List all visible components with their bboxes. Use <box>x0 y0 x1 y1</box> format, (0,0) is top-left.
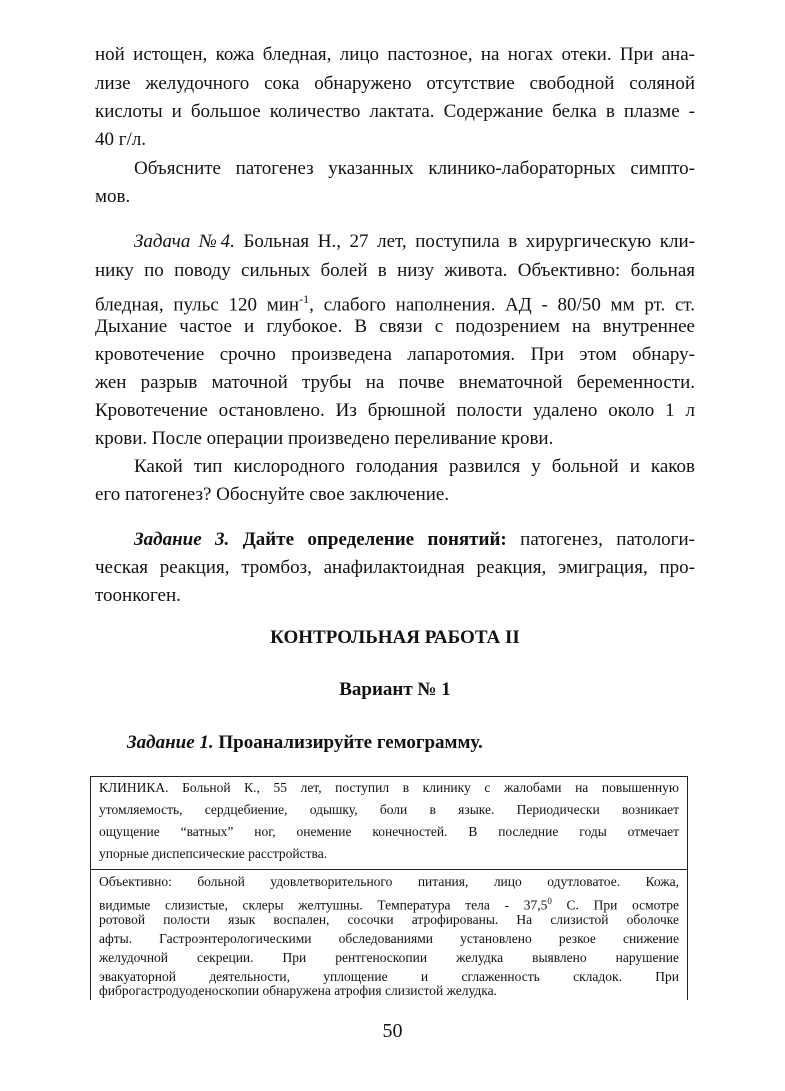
box-line: Объективно: больной удовлетворительного питания, лицо одутловатое. Кожа, <box>99 874 679 889</box>
box-line: желудочной секреции. При рентгеноскопии желудка выявлено нарушение <box>99 950 679 965</box>
box-line: эвакуаторной деятельности, уплощение и сглаженность складок. При <box>99 969 679 984</box>
text-line: кислоты и большое количество лактата. Содержание белка в плазме - <box>95 101 695 122</box>
text-line: ческая реакция, тромбоз, анафилактоидная реакция, эмиграция, про- <box>95 557 695 578</box>
text-line: тоонкоген. <box>95 585 181 606</box>
text-line: его патогенез? Обоснуйте свое заключение. <box>95 484 450 505</box>
box-line: фиброгастродуоденоскопии обнаружена атрофия слизистой желудка. <box>99 983 497 998</box>
text-line: нику по поводу сильных болей в низу живота. Объективно: больная <box>95 260 695 281</box>
pulse-superscript: -1 <box>299 292 310 306</box>
task4-label: Задача №4. <box>134 231 235 252</box>
page-number: 50 <box>382 1020 403 1042</box>
box-divider <box>91 869 687 870</box>
text-line: ной истощен, кожа бледная, лицо пастозное, на ногах отеки. При ана- <box>95 44 695 65</box>
temp-superscript: 0 <box>547 896 552 906</box>
task1-bold: Проанализируйте гемограмму. <box>213 732 483 753</box>
temp-text: видимые слизистые, склеры желтушны. Температура тела - 37,5 <box>99 897 548 913</box>
task3-bold: Дайте определение понятий: <box>229 529 507 550</box>
temp-rest: С. При осмотре <box>551 897 680 913</box>
section-title: КОНТРОЛЬНАЯ РАБОТА II <box>270 627 520 648</box>
box-line: утомляемость, сердцебиение, одышку, боли в языке. Периодически возникает <box>99 802 679 817</box>
text-line: Дыхание частое и глубокое. В связи с подозрением на внутреннее <box>95 316 695 337</box>
box-line: упорные диспепсические расстройства. <box>99 846 328 861</box>
task3-rest: патогенез, патологи- <box>506 529 695 550</box>
text-line: Объясните патогенез указанных клинико-лабораторных симпто- <box>134 158 695 179</box>
pulse-rest: , слабого наполнения. АД - 80/50 мм рт. ст. <box>309 294 695 316</box>
task3-label: Задание 3. <box>134 529 230 550</box>
clinic-box <box>90 776 688 1000</box>
box-line: ротовой полости язык воспален, сосочки атрофированы. На слизистой оболочке <box>99 912 679 927</box>
task3-first-line <box>134 527 695 553</box>
task4-first-text: Больная Н., 27 лет, поступила в хирургическую кли- <box>234 231 695 252</box>
text-line: Кровотечение остановлено. Из брюшной полости удалено около 1 л <box>95 400 695 421</box>
box-line: афты. Гастроэнтерологическими обследованиями установлено резкое снижение <box>99 931 679 946</box>
variant-title: Вариант № 1 <box>339 679 451 700</box>
text-line: лизе желудочного сока обнаружено отсутствие свободной соляной <box>95 73 695 94</box>
text-line: Какой тип кислородного голодания развился у больной и каков <box>134 456 695 477</box>
text-line: 40 г/л. <box>95 129 147 150</box>
text-line: мов. <box>95 186 131 207</box>
text-line: крови. После операции произведено переливание крови. <box>95 428 554 449</box>
task1-title <box>127 730 483 756</box>
box-line: ощущение “ватных” ног, онемение конечностей. В последние годы отмечает <box>99 824 679 839</box>
text-line: жен разрыв маточной трубы на почве внематочной беременности. <box>95 372 695 393</box>
pulse-text: бледная, пульс 120 мин <box>95 294 300 316</box>
task1-label: Задание 1. <box>127 732 214 753</box>
box-line: КЛИНИКА. Больной К., 55 лет, поступил в клинику с жалобами на повышенную <box>99 780 679 795</box>
text-line: кровотечение срочно произведена лапаротомия. При этом обнару- <box>95 344 695 365</box>
task4-first-line <box>134 229 695 255</box>
